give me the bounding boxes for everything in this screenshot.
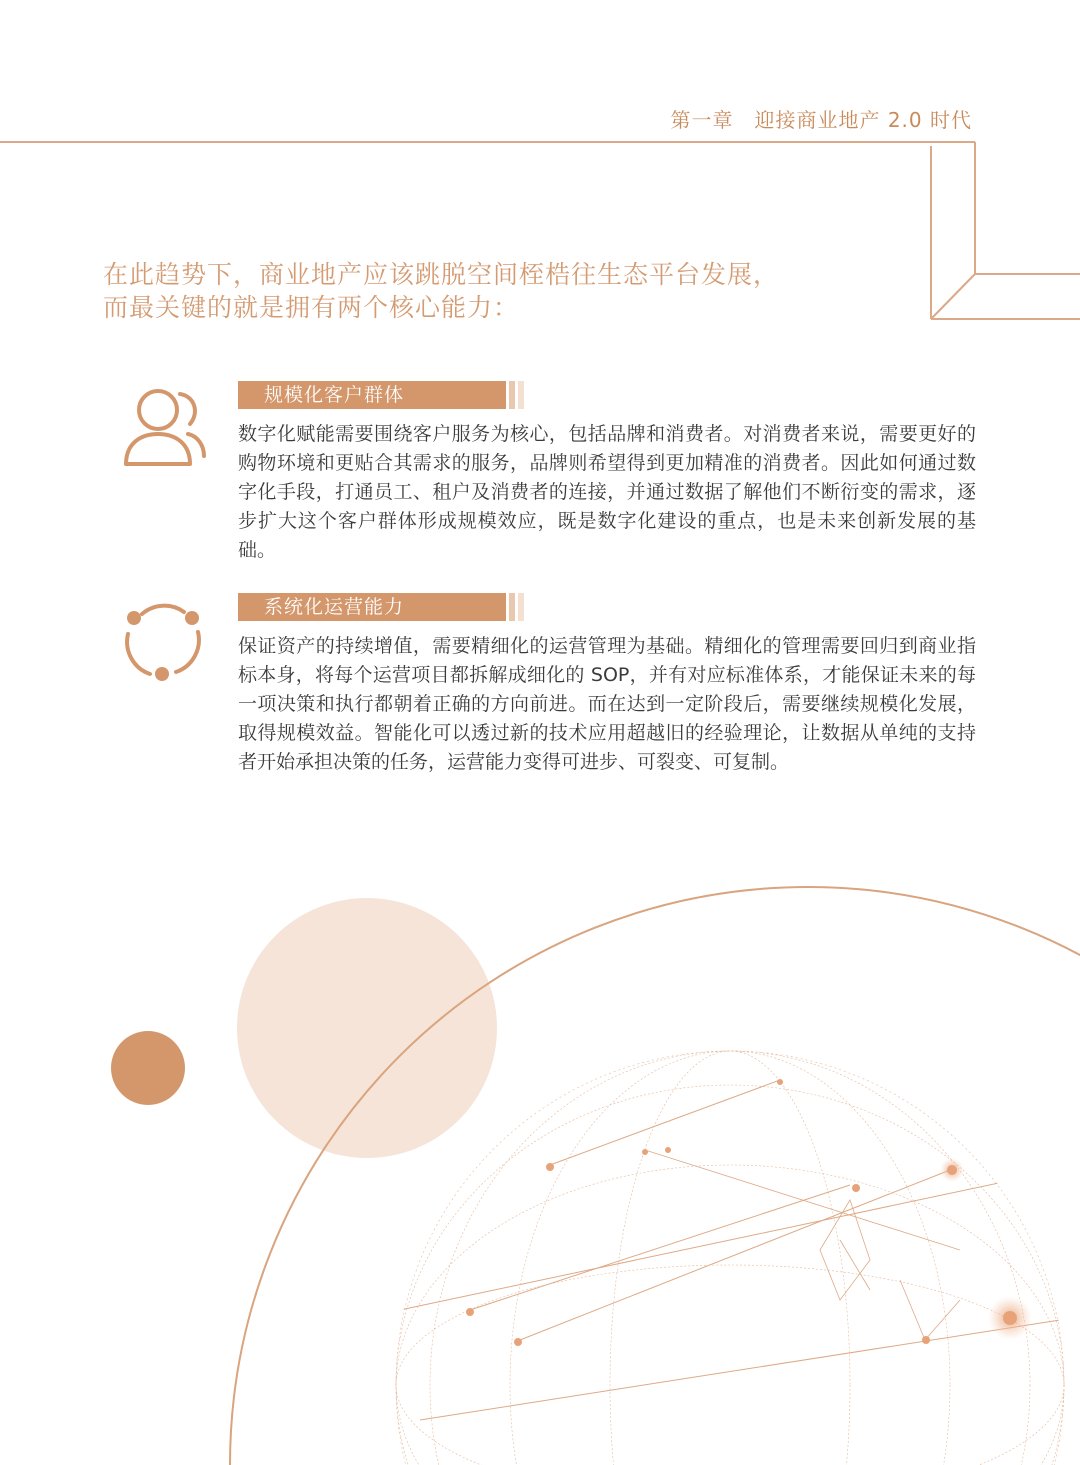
users-icon	[118, 386, 208, 470]
globe-nodes	[466, 1079, 1032, 1346]
network-globe	[396, 1051, 1064, 1465]
light-circle	[237, 898, 497, 1158]
chapter-header: 第一章 迎接商业地产 2.0 时代	[670, 108, 972, 132]
section-body: 保证资产的持续增值，需要精细化的运营管理为基础。精细化的管理需要回归到商业指标本身，将每个运营项目都拆解成细化的 SOP，并有对应标准体系，才能保证未来的每一项决策和执行都朝着正确的方向前进。而在达到一定阶段后，需要继续规模化发展，取得规模效益。智能化可以透过新的技术应用超越旧的经验理论，让数据从单纯的支持者开始承担决策的任务，运营能力变得可进步、可裂变、可复制。	[238, 635, 976, 773]
section-title: 规模化客户群体	[264, 384, 405, 406]
section-body: 数字化赋能需要围绕客户服务为核心，包括品牌和消费者。对消费者来说，需要更好的购物环境和更贴合其需求的服务，品牌则希望得到更加精准的消费者。因此如何通过数字化手段，打通员工、租户及消费者的连接，并通过数据了解他们不断衍变的需求，逐步扩大这个客户群体形成规模效应，既是数字化建设的重点，也是未来创新发展的基础。	[238, 423, 976, 561]
solid-circle	[111, 1031, 185, 1105]
section-title: 系统化运营能力	[264, 596, 405, 618]
section-title-bar-1	[238, 381, 526, 409]
section-title-bar-2	[238, 593, 526, 621]
headline: 在此趋势下，商业地产应该跳脱空间桎梏往生态平台发展，而最关键的就是拥有两个核心能力：	[103, 260, 780, 322]
cycle-nodes-icon	[120, 598, 206, 684]
